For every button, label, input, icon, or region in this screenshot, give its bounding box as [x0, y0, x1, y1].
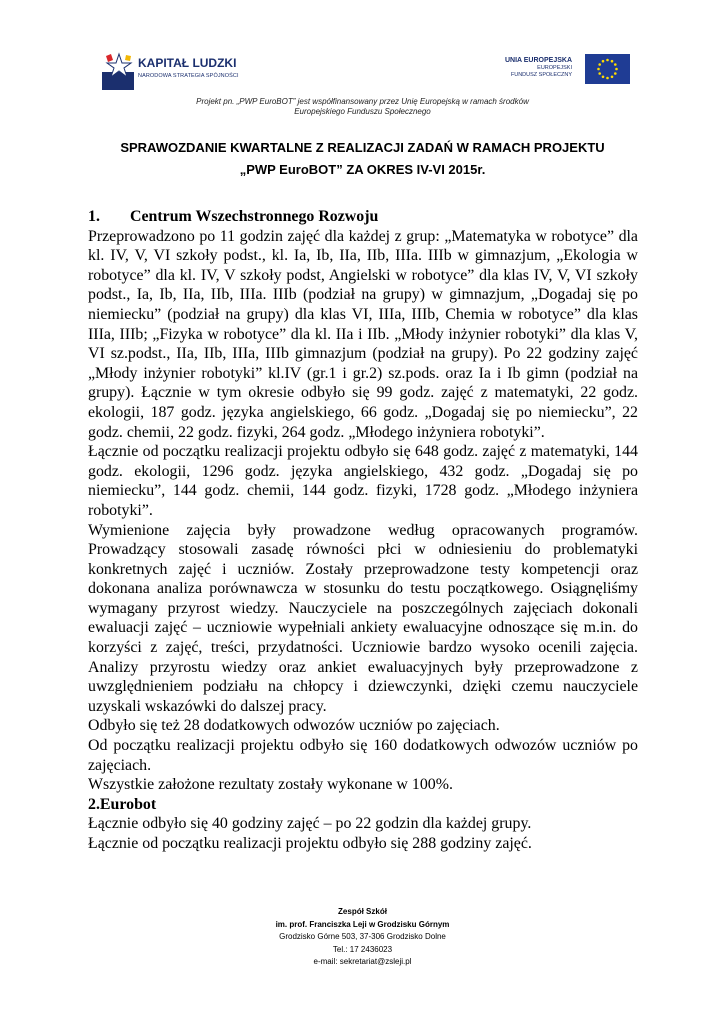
section1-heading — [88, 207, 638, 227]
section1-paragraph-1: Przeprowadzono po 11 godzin zajęć dla każdej z grup: „Matematyka w robotyce” dla kl. IV, V, VI szkoły podst., kl. Ia, Ib, IIa, IIb, IIIa. IIIb w gimnazjum, „Ekologia w robotyce” dla kl. IV, V szkoły podst, Angielski w robotyce” dla klas IV, V, VI szkoły podst., Ia, Ib, IIa, IIb, IIIa. IIIb (podział na grupy) w gimnazjum, „Dogadaj się po niemiecku” (podział na grupy) dla klas VI, IIIa, IIIb, Chemia w robotyce” dla klas IIIa, IIIb; „Fizyka w robotyce” dla kl. IIa i IIb. „Młody inżynier robotyki” dla klas V, VI sz.podst., IIa, IIb, IIIa, IIIb gimnazjum (podział na grupy). Po 22 godziny zajęć „Młody inżynier robotyki” kl.IV (gr.1 i gr.2) sz.pods. oraz Ia i Ib gimn (podział na grupy). Łącznie w tym okresie odbyło się 99 godz. zajęć z matematyki, 22 godz. ekologii, 187 godz. języka angielskiego, 66 godz. „Dogadaj się po niemiecku”, 22 godz. chemii, 22 godz. fizyki, 264 godz. „Młodego inżyniera robotyki”. — [88, 227, 638, 441]
report-title-line1: SPRAWOZDANIE KWARTALNE Z REALIZACJI ZADAŃ W RAMACH PROJEKTU — [120, 140, 605, 155]
section1-paragraph-4: Odbyło się też 28 dodatkowych odwozów uczniów po zajęciach. — [88, 717, 500, 735]
page-footer — [0, 906, 725, 969]
section1-paragraph-5: Od początku realizacji projektu odbyło się 160 dodatkowych odwozów uczniów po zajęciach. — [88, 737, 638, 774]
project-cofinancing-note — [0, 97, 725, 117]
kapital-ludzki-logo — [102, 52, 237, 92]
footer-phone: Tel.: 17 2436023 — [332, 944, 393, 954]
eu-logo-line1: UNIA EUROPEJSKA — [504, 57, 572, 64]
footer-school-patron: im. prof. Franciszka Leji w Grodzisku Górnym — [275, 919, 450, 929]
section1-paragraph-2: Łącznie od początku realizacji projektu odbyło się 648 godz. zajęć z matematyki, 144 godz. ekologii, 1296 godz. języka angielskiego, 432 godz. „Dogadaj się po niemiecku”, 144 godz. chemii, 144 godz. fizyki, 1728 godz. „Młodego inżyniera robotyki”. — [88, 443, 638, 519]
eu-flag-icon — [585, 54, 630, 84]
footer-school-name: Zespół Szkół — [338, 907, 387, 916]
kapital-ludzki-subtitle: NARODOWA STRATEGIA SPÓJNOŚCI — [138, 73, 239, 79]
section2-paragraph-1: Łącznie odbyło się 40 godziny zajęć – po 22 godzin dla każdej grupy. — [88, 815, 532, 833]
report-title-line2: „PWP EuroBOT” ZA OKRES IV-VI 2015r. — [239, 162, 486, 177]
page-header — [0, 0, 725, 125]
project-note-line2: Europejskiego Funduszu Społecznego — [294, 107, 431, 116]
report-title — [0, 137, 725, 181]
footer-email: e-mail: sekretariat@zsleji.pl — [313, 957, 412, 966]
report-body — [88, 207, 638, 854]
section1-number: 1. — [88, 208, 100, 225]
eu-logo-line3: FUNDUSZ SPOŁECZNY — [510, 72, 572, 78]
project-note-line1: Projekt pn. „PWP EuroBOT” jest współfinansowany przez Unię Europejską w ramach środków — [196, 97, 529, 106]
eu-logo-line2: EUROPEJSKI — [537, 65, 572, 71]
footer-address: Grodzisko Górne 503, 37-306 Grodzisko Dolne — [279, 932, 446, 941]
kapital-ludzki-name: KAPITAŁ LUDZKI — [138, 56, 237, 70]
section1-title: Centrum Wszechstronnego Rozwoju — [130, 208, 379, 225]
section2-paragraph-2: Łącznie od początku realizacji projektu odbyło się 288 godziny zajęć. — [88, 835, 532, 852]
section2-heading: 2.Eurobot — [88, 795, 157, 813]
section1-paragraph-6: Wszystkie założone rezultaty zostały wykonane w 100%. — [88, 776, 453, 794]
eu-logo — [504, 52, 634, 88]
kapital-ludzki-star-icon — [102, 52, 134, 90]
section1-paragraph-3: Wymienione zajęcia były prowadzone według opracowanych programów. Prowadzący stosowali zasadę równości płci w odniesieniu do problematyki konkretnych zajęć i uczniów. Zostały przeprowadzone testy kompetencji oraz dokonana analiza porównawcza w stosunku do testu początkowego. Osiągnęliśmy wymagany przyrost wiedzy. Nauczyciele na poszczególnych zajęciach dokonali ewaluacji zajęć – uczniowie wypełniali ankiety ewaluacyjne odnoszące się m.in. do korzyści z zajęć, treści, przydatności. Uczniowie bardzo wysoko ocenili zajęcia. Analizy przyrostu wiedzy oraz ankiet ewaluacyjnych były przeprowadzone z uwzględnieniem podziału na chłopcy i dziewczynki, dzięki czemu nauczyciele uzyskali wskazówki do dalszej pracy. — [88, 521, 638, 715]
